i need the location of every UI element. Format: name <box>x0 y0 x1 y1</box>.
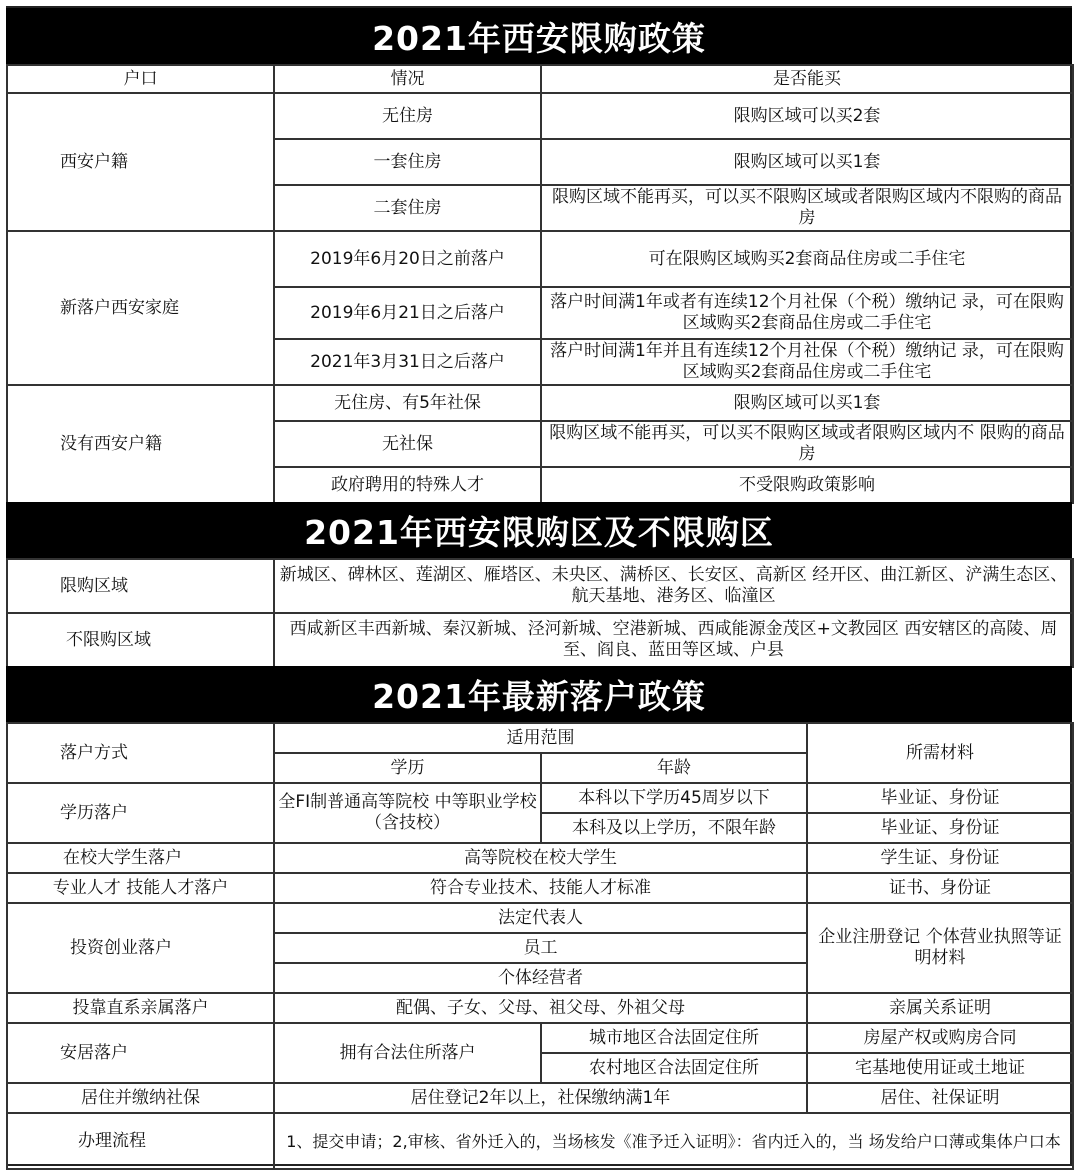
settlement-table <box>6 722 1074 1170</box>
table-row <box>7 1083 1073 1113</box>
column-header-can-buy: 是否能买 <box>541 65 1073 93</box>
method-home: 安居落户 <box>7 1023 274 1083</box>
table-row <box>7 993 1073 1023</box>
result-cell: 限购区域可以买1套 <box>541 139 1073 185</box>
table-row <box>7 385 1073 421</box>
materials-cell: 亲属关系证明 <box>807 993 1073 1023</box>
materials-cell: 房屋产权或购房合同 <box>807 1023 1073 1053</box>
situation-cell: 2019年6月21日之后落户 <box>274 287 541 339</box>
scope-education: 全FI制普通高等院校 中等职业学校（含技校） <box>274 783 541 843</box>
method-relative: 投靠直系亲属落户 <box>7 993 274 1023</box>
table-row <box>7 1113 1073 1169</box>
column-header-method: 落户方式 <box>7 723 274 783</box>
situation-cell: 无社保 <box>274 421 541 467</box>
column-header-age: 年龄 <box>541 753 807 783</box>
table-row <box>7 873 1073 903</box>
table-row <box>7 559 1073 613</box>
zone-value-unrestricted: 西咸新区丰西新城、秦汉新城、泾河新城、空港新城、西咸能源金茂区+文教园区 西安辖区的高陵、周至、阎良、蓝田等区域、户县 <box>274 613 1073 667</box>
column-header-hukou: 户口 <box>7 65 274 93</box>
result-cell: 可在限购区域购买2套商品住房或二手住宅 <box>541 231 1073 287</box>
title-restricted-zones: 2021年西安限购区及不限购区 <box>6 502 1072 558</box>
situation-cell: 无住房、有5年社保 <box>274 385 541 421</box>
zone-label-restricted: 限购区域 <box>7 559 274 613</box>
table-row <box>7 93 1073 139</box>
scope-college: 高等院校在校大学生 <box>274 843 807 873</box>
zone-label-unrestricted: 不限购区域 <box>7 613 274 667</box>
table-row <box>7 843 1073 873</box>
situation-cell: 政府聘用的特殊人才 <box>274 467 541 503</box>
table-row <box>7 783 1073 813</box>
scope-resident: 居住登记2年以上，社保缴纳满1年 <box>274 1083 807 1113</box>
materials-cell: 企业注册登记 个体营业执照等证明材料 <box>807 903 1073 993</box>
result-cell: 落户时间满1年或者有连续12个月社保（个税）缴纳记 录，可在限购区域购买2套商品住房或二手住宅 <box>541 287 1073 339</box>
zones-table <box>6 558 1074 668</box>
method-investment: 投资创业落户 <box>7 903 274 993</box>
table-row <box>7 231 1073 287</box>
method-talent: 专业人才 技能人才落户 <box>7 873 274 903</box>
column-header-scope: 适用范围 <box>274 723 807 753</box>
table-row <box>7 1023 1073 1053</box>
result-cell: 限购区域可以买2套 <box>541 93 1073 139</box>
result-cell: 限购区域可以买1套 <box>541 385 1073 421</box>
column-header-materials: 所需材料 <box>807 723 1073 783</box>
materials-cell: 毕业证、身份证 <box>807 783 1073 813</box>
title-settlement-policy: 2021年最新落户政策 <box>6 666 1072 722</box>
table-header-row <box>7 65 1073 93</box>
group-xian-hukou: 西安户籍 <box>7 93 274 231</box>
situation-cell: 二套住房 <box>274 185 541 231</box>
column-header-situation: 情况 <box>274 65 541 93</box>
scope-investment: 员工 <box>274 933 807 963</box>
materials-cell: 宅基地使用证或土地证 <box>807 1053 1073 1083</box>
materials-cell: 居住、社保证明 <box>807 1083 1073 1113</box>
group-new-settlers: 新落户西安家庭 <box>7 231 274 385</box>
method-resident: 居住并缴纳社保 <box>7 1083 274 1113</box>
table-row <box>7 613 1073 667</box>
result-cell: 限购区域不能再买，可以买不限购区域或者限购区域内不限购的商品房 <box>541 185 1073 231</box>
home-sub-cell: 农村地区合法固定住所 <box>541 1053 807 1083</box>
result-cell: 不受限购政策影响 <box>541 467 1073 503</box>
method-college: 在校大学生落户 <box>7 843 274 873</box>
situation-cell: 2019年6月20日之前落户 <box>274 231 541 287</box>
title-purchase-policy: 2021年西安限购政策 <box>6 8 1072 64</box>
situation-cell: 无住房 <box>274 93 541 139</box>
group-no-xian-hukou: 没有西安户籍 <box>7 385 274 503</box>
situation-cell: 一套住房 <box>274 139 541 185</box>
result-cell: 落户时间满1年并且有连续12个月社保（个税）缴纳记 录，可在限购区域购买2套商品住房或二手住宅 <box>541 339 1073 385</box>
scope-investment: 法定代表人 <box>274 903 807 933</box>
table-header-row <box>7 723 1073 753</box>
materials-cell: 证书、身份证 <box>807 873 1073 903</box>
situation-cell: 2021年3月31日之后落户 <box>274 339 541 385</box>
materials-cell: 学生证、身份证 <box>807 843 1073 873</box>
zone-value-restricted: 新城区、碑林区、莲湖区、雁塔区、未央区、满桥区、长安区、高新区 经开区、曲江新区、浐满生态区、航天基地、港务区、临潼区 <box>274 559 1073 613</box>
home-sub-cell: 城市地区合法固定住所 <box>541 1023 807 1053</box>
result-cell: 限购区域不能再买，可以买不限购区域或者限购区域内不 限购的商品房 <box>541 421 1073 467</box>
materials-cell: 毕业证、身份证 <box>807 813 1073 843</box>
scope-investment: 个体经营者 <box>274 963 807 993</box>
process-text: 1、提交申请；2,审核、省外迁入的，当场核发《准予迁入证明》：省内迁入的，当 场发给户口薄或集体户口本 <box>274 1113 1073 1169</box>
scope-talent: 符合专业技术、技能人才标准 <box>274 873 807 903</box>
age-cell: 本科以下学历45周岁以下 <box>541 783 807 813</box>
age-cell: 本科及以上学历，不限年龄 <box>541 813 807 843</box>
column-header-education: 学历 <box>274 753 541 783</box>
method-process: 办理流程 <box>7 1113 274 1169</box>
scope-home: 拥有合法住所落户 <box>274 1023 541 1083</box>
method-education: 学历落户 <box>7 783 274 843</box>
scope-relative: 配偶、子女、父母、祖父母、外祖父母 <box>274 993 807 1023</box>
purchase-policy-table <box>6 64 1074 504</box>
table-row <box>7 903 1073 933</box>
